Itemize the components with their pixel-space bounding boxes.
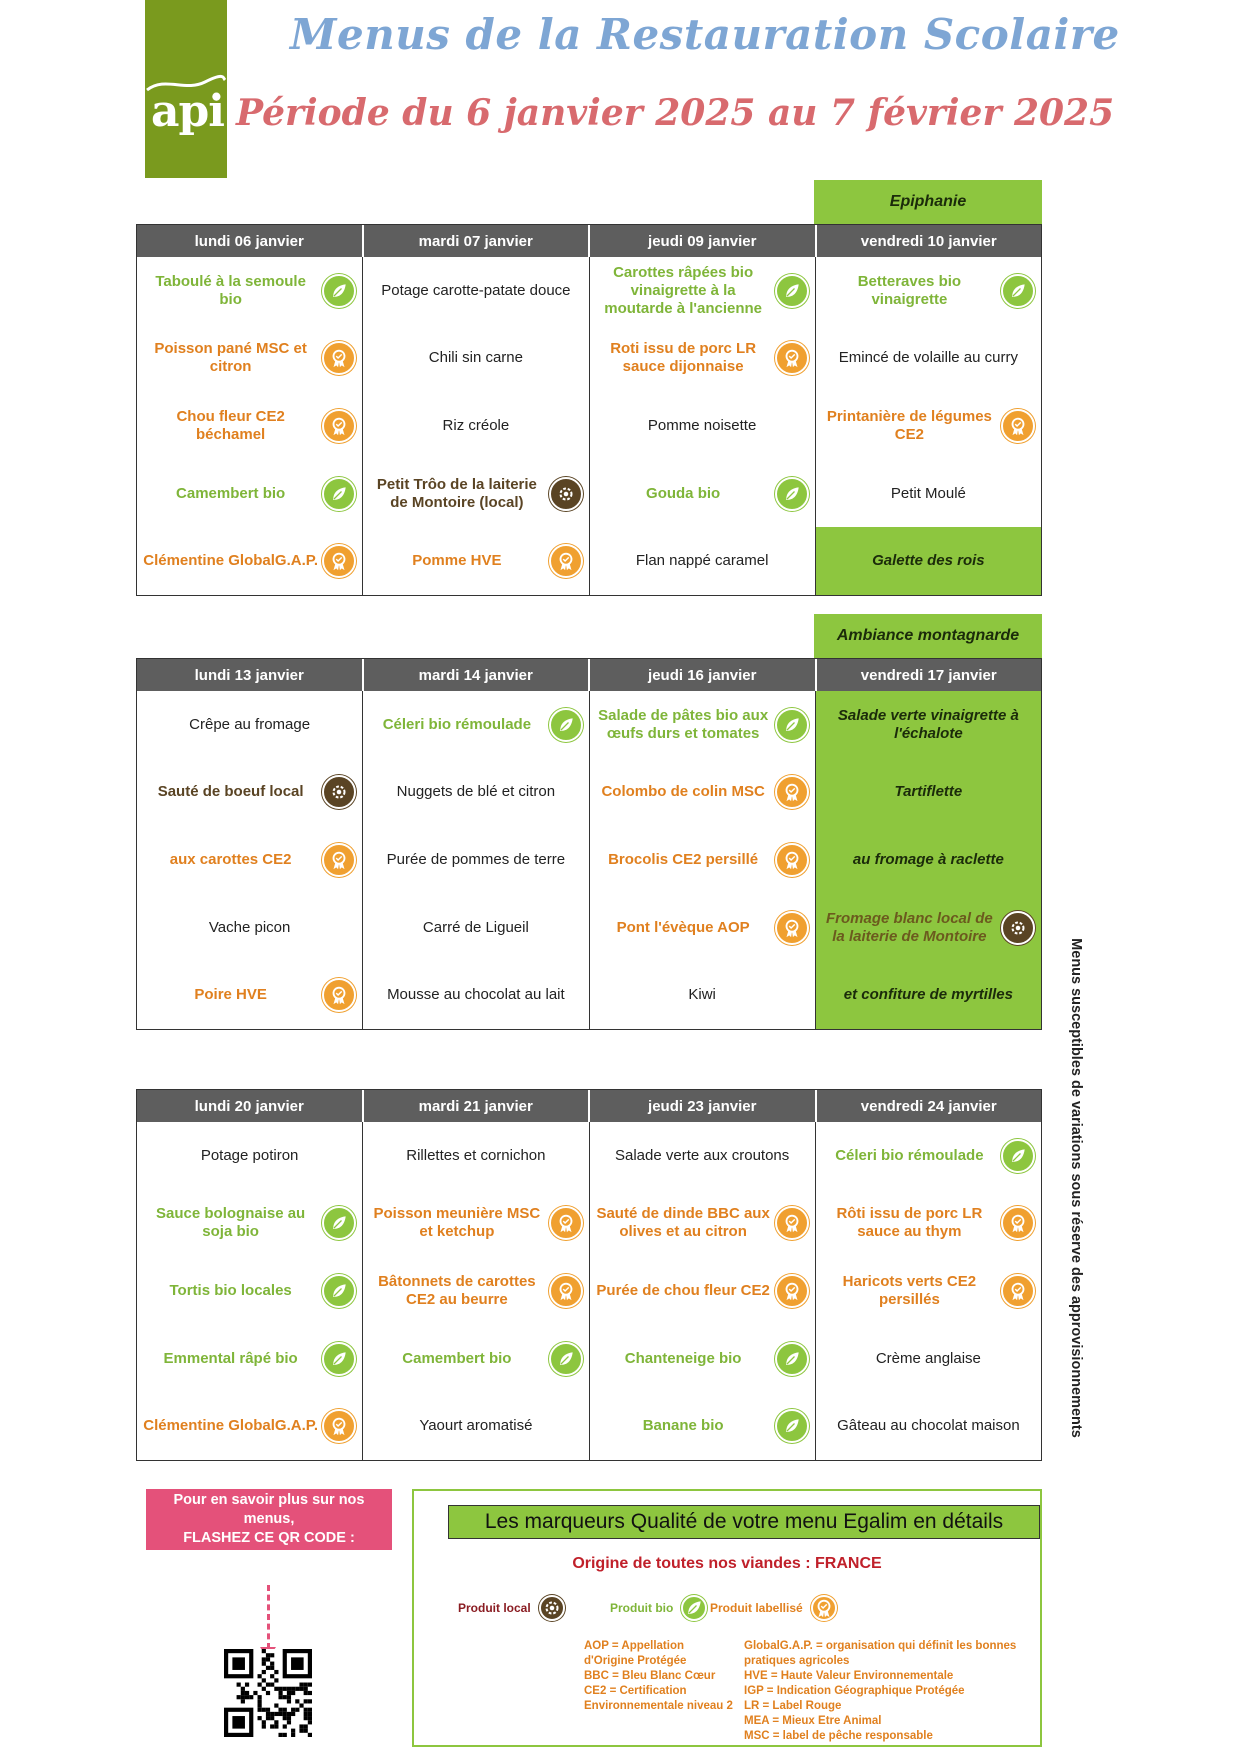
- award-rosette-icon: [322, 843, 356, 877]
- award-rosette-icon: [322, 544, 356, 578]
- award-rosette-icon: [775, 1274, 809, 1308]
- menu-item: [590, 257, 815, 325]
- leaf-icon: [775, 1342, 809, 1376]
- menu-item-text: Brocolis CE2 persillé: [608, 850, 759, 868]
- abbreviations-left: [584, 1639, 733, 1714]
- menu-item: [363, 894, 588, 962]
- week-theme: Ambiance montagnarde: [814, 614, 1042, 658]
- menu-item-text: Camembert bio: [402, 1349, 512, 1367]
- menu-item: [816, 961, 1041, 1029]
- menu-item-text: Mousse au chocolat au lait: [387, 986, 565, 1004]
- menu-item-text: Crêpe au fromage: [189, 715, 311, 733]
- abbreviations-right: [744, 1639, 1016, 1744]
- menu-item: [137, 894, 362, 962]
- award-rosette-icon: [775, 843, 809, 877]
- day-column: [590, 257, 816, 595]
- menu-item-text: au fromage à raclette: [852, 850, 1004, 868]
- legend-labelled-label: Produit labellisé: [710, 1601, 803, 1615]
- day-header: vendredi 17 janvier: [860, 666, 997, 684]
- award-rosette-icon: [322, 409, 356, 443]
- menu-item-text: Salade verte aux croutons: [614, 1146, 790, 1164]
- menu-item-text: Purée de pommes de terre: [386, 850, 566, 868]
- menu-item-text: Sauté de dinde BBC aux olives et au citron: [596, 1205, 770, 1241]
- menu-item: [363, 392, 588, 460]
- menu-item: [137, 691, 362, 759]
- legend-local-label: Produit local: [458, 1601, 531, 1615]
- menu-item: [137, 325, 362, 393]
- menu-item: [137, 1392, 362, 1460]
- menu-item: [363, 759, 588, 827]
- qr-dashed-line: [267, 1585, 270, 1649]
- menu-item-text: Rillettes et cornichon: [406, 1146, 546, 1164]
- qr-banner-line2: FLASHEZ CE QR CODE :: [183, 1530, 355, 1546]
- day-column: [137, 1122, 363, 1460]
- menu-item-text: Clémentine GlobalG.A.P.: [143, 552, 318, 570]
- menu-item-text: Riz créole: [442, 416, 510, 434]
- quality-legend: [412, 1489, 1042, 1747]
- award-rosette-icon: [322, 1409, 356, 1443]
- menu-item: [363, 460, 588, 528]
- abbreviation-line: pratiques agricoles: [744, 1655, 850, 1667]
- menu-item-text: Céleri bio rémoulade: [835, 1146, 984, 1164]
- menu-item: [816, 1190, 1041, 1258]
- table-header: [137, 1090, 1041, 1122]
- award-rosette-icon: [775, 1206, 809, 1240]
- menu-item-text: Poisson pané MSC et citron: [154, 340, 307, 376]
- menu-item: [590, 1122, 815, 1190]
- menu-item-text: Emmental râpé bio: [163, 1349, 298, 1367]
- award-rosette-icon: [322, 341, 356, 375]
- menu-item-text: Salade de pâtes bio aux œufs durs et tomates: [598, 706, 769, 742]
- day-column: [137, 257, 363, 595]
- menu-item-text: Céleri bio rémoulade: [382, 715, 532, 733]
- menu-item: [590, 691, 815, 759]
- abbreviation-line: MSC = label de pêche responsable: [744, 1730, 933, 1742]
- leaf-icon: [775, 477, 809, 511]
- day-header: mardi 07 janvier: [364, 225, 591, 257]
- day-column: [816, 691, 1041, 1029]
- menu-item-text: Tartiflette: [894, 783, 963, 801]
- day-header: jeudi 09 janvier: [590, 225, 817, 257]
- menu-item-text: Chili sin carne: [428, 349, 523, 367]
- side-note-text: Menus susceptibles de variations sous réserve des approvisionnements: [1068, 938, 1084, 1438]
- menu-item: [137, 257, 362, 325]
- legend-bio-label: Produit bio: [610, 1601, 674, 1615]
- award-rosette-icon: [1001, 409, 1035, 443]
- day-header: vendredi 24 janvier: [860, 1097, 997, 1115]
- day-column: [816, 1122, 1041, 1460]
- menu-item-text: Salade verte vinaigrette à l'échalote: [837, 706, 1019, 742]
- menu-item: [137, 1190, 362, 1258]
- abbreviation-line: GlobalG.A.P. = organisation qui définit les bonnes: [744, 1640, 1017, 1652]
- menu-item: [363, 527, 588, 595]
- day-column: [816, 257, 1041, 595]
- leaf-icon: [1001, 1139, 1035, 1173]
- day-header: jeudi 23 janvier: [590, 1090, 817, 1122]
- day-header: mardi 21 janvier: [364, 1090, 591, 1122]
- abbreviation-line: IGP = Indication Géographique Protégée: [744, 1685, 965, 1697]
- award-rosette-icon: [549, 1274, 583, 1308]
- menu-item-text: Galette des rois: [872, 552, 985, 570]
- menu-item-text: Petit Trôo de la laiterie de Montoire (local): [376, 475, 537, 511]
- logo-text: api: [151, 86, 224, 137]
- menu-item: [137, 1257, 362, 1325]
- leaf-icon: [775, 1409, 809, 1443]
- menu-item-text: Gâteau au chocolat maison: [837, 1417, 1020, 1435]
- leaf-icon: [549, 708, 583, 742]
- menu-item: [816, 392, 1041, 460]
- day-column: [363, 691, 589, 1029]
- menu-item-text: Roti issu de porc LR sauce dijonnaise: [610, 340, 757, 376]
- menu-item-text: Emincé de volaille au curry: [838, 349, 1018, 367]
- menu-item-text: et confiture de myrtilles: [843, 986, 1013, 1004]
- menu-item-text: Chou fleur CE2 béchamel: [176, 407, 285, 443]
- table-header: [137, 659, 1041, 691]
- award-rosette-icon: [549, 1206, 583, 1240]
- menu-item-text: Betteraves bio vinaigrette: [857, 272, 962, 308]
- day-header: jeudi 16 janvier: [590, 659, 817, 691]
- menu-item: [816, 325, 1041, 393]
- menu-item: [816, 1392, 1041, 1460]
- menu-item-text: Poire HVE: [194, 986, 267, 1004]
- menu-item: [590, 392, 815, 460]
- leaf-icon: [322, 1206, 356, 1240]
- menu-item-text: Crème anglaise: [875, 1349, 981, 1367]
- menu-item-text: Printanière de légumes CE2: [826, 407, 992, 443]
- menu-item-text: Banane bio: [642, 1417, 724, 1435]
- legend-title: Les marqueurs Qualité de votre menu Egalim en détails: [448, 1505, 1040, 1539]
- menu-item: [590, 1392, 815, 1460]
- abbreviation-line: Environnementale niveau 2: [584, 1700, 733, 1712]
- menu-item-text: Purée de chou fleur CE2: [596, 1281, 770, 1299]
- menu-item: [816, 257, 1041, 325]
- leaf-icon: [1001, 274, 1035, 308]
- award-rosette-icon: [549, 544, 583, 578]
- leaf-icon: [549, 1342, 583, 1376]
- menu-item-text: Vache picon: [208, 918, 291, 936]
- leaf-icon: [775, 274, 809, 308]
- abbreviation-line: CE2 = Certification: [584, 1685, 687, 1697]
- menu-item: [363, 1325, 588, 1393]
- award-rosette-icon: [1001, 1274, 1035, 1308]
- api-logo: [145, 0, 227, 178]
- day-header: vendredi 10 janvier: [860, 232, 997, 250]
- menu-item: [816, 1325, 1041, 1393]
- menu-item: [363, 961, 588, 1029]
- menu-item: [363, 1190, 588, 1258]
- menu-item: [137, 1325, 362, 1393]
- legend-bio: [610, 1595, 707, 1621]
- leaf-icon: [322, 274, 356, 308]
- menu-item: [363, 1122, 588, 1190]
- menu-item-text: aux carottes CE2: [169, 850, 292, 868]
- menu-item-text: Sauté de boeuf local: [157, 783, 304, 801]
- legend-local: [458, 1595, 565, 1621]
- menu-item-text: Rôti issu de porc LR sauce au thym: [836, 1205, 983, 1241]
- menu-item: [363, 826, 588, 894]
- menu-item: [816, 1257, 1041, 1325]
- award-rosette-icon: [775, 341, 809, 375]
- leaf-icon: [322, 477, 356, 511]
- menu-item: [590, 1257, 815, 1325]
- day-header: lundi 06 janvier: [137, 225, 364, 257]
- menu-item-text: Poisson meunière MSC et ketchup: [373, 1205, 541, 1241]
- day-header: lundi 13 janvier: [137, 659, 364, 691]
- meat-origin: Origine de toutes nos viandes : FRANCE: [572, 1555, 882, 1572]
- menu-item: [590, 1190, 815, 1258]
- side-note: [1060, 918, 1084, 1458]
- menu-item: [137, 527, 362, 595]
- menu-item-text: Chanteneige bio: [624, 1349, 742, 1367]
- menu-item-text: Clémentine GlobalG.A.P.: [143, 1417, 318, 1435]
- menu-item-text: Pomme HVE: [412, 552, 502, 570]
- qr-banner: [146, 1489, 392, 1550]
- menu-item-text: Tortis bio locales: [169, 1281, 292, 1299]
- menu-table: [136, 224, 1042, 596]
- menu-item: [363, 1392, 588, 1460]
- day-header: mardi 14 janvier: [364, 659, 591, 691]
- menu-item: [137, 1122, 362, 1190]
- menu-table: [136, 1089, 1042, 1461]
- qr-section: [146, 1489, 392, 1550]
- abbreviation-line: HVE = Haute Valeur Environnementale: [744, 1670, 954, 1682]
- local-product-icon: [539, 1595, 565, 1621]
- award-rosette-icon: [775, 775, 809, 809]
- menu-item: [590, 527, 815, 595]
- menu-item-text: Taboulé à la semoule bio: [155, 272, 306, 308]
- menu-item-text: Potage carotte-patate douce: [381, 281, 571, 299]
- local-sun-icon: [322, 775, 356, 809]
- menu-item: [590, 826, 815, 894]
- day-column: [363, 257, 589, 595]
- menu-item: [816, 460, 1041, 528]
- menu-item-text: Pont l'évèque AOP: [616, 918, 750, 936]
- menu-item: [590, 1325, 815, 1393]
- legend-labelled: [710, 1595, 837, 1621]
- menu-item: [137, 961, 362, 1029]
- menu-item-text: Nuggets de blé et citron: [396, 783, 556, 801]
- local-sun-icon: [1001, 911, 1035, 945]
- menu-item: [137, 759, 362, 827]
- local-sun-icon: [549, 477, 583, 511]
- menu-item: [137, 460, 362, 528]
- award-rosette-icon: [322, 978, 356, 1012]
- week-theme: Epiphanie: [814, 180, 1042, 224]
- day-column: [590, 1122, 816, 1460]
- abbreviation-line: d'Origine Protégée: [584, 1655, 687, 1667]
- leaf-icon: [322, 1342, 356, 1376]
- abbreviation-line: AOP = Appellation: [584, 1640, 685, 1652]
- abbreviation-line: MEA = Mieux Etre Animal: [744, 1715, 882, 1727]
- day-header: lundi 20 janvier: [137, 1090, 364, 1122]
- menu-item: [816, 691, 1041, 759]
- menu-item: [590, 325, 815, 393]
- menu-item-text: Sauce bolognaise au soja bio: [156, 1205, 306, 1241]
- menu-item: [816, 826, 1041, 894]
- menu-table: [136, 658, 1042, 1030]
- menu-item: [816, 1122, 1041, 1190]
- menu-item-text: Haricots verts CE2 persillés: [842, 1272, 977, 1308]
- bio-product-icon: [681, 1595, 707, 1621]
- menu-item-text: Potage potiron: [200, 1146, 299, 1164]
- menu-item-text: Yaourt aromatisé: [419, 1417, 533, 1435]
- menu-item: [363, 691, 588, 759]
- menu-item-text: Flan nappé caramel: [635, 552, 769, 570]
- menu-item-text: Pomme noisette: [647, 416, 757, 434]
- period-subtitle: Période du 6 janvier 2025 au 7 février 2025: [236, 92, 1115, 134]
- menu-item-text: Camembert bio: [176, 484, 286, 502]
- qr-banner-line1: Pour en savoir plus sur nos menus,: [173, 1492, 365, 1527]
- page-title: Menus de la Restauration Scolaire: [290, 10, 1120, 59]
- menu-item-text: Kiwi: [688, 986, 716, 1004]
- qr-code-icon[interactable]: [224, 1649, 312, 1737]
- menu-item-text: Gouda bio: [646, 484, 721, 502]
- labelled-product-icon: [811, 1595, 837, 1621]
- award-rosette-icon: [1001, 1206, 1035, 1240]
- day-column: [590, 691, 816, 1029]
- menu-item: [137, 826, 362, 894]
- menu-item: [363, 325, 588, 393]
- menu-item: [363, 1257, 588, 1325]
- menu-item: [137, 392, 362, 460]
- menu-item: [816, 894, 1041, 962]
- day-column: [137, 691, 363, 1029]
- menu-item: [590, 460, 815, 528]
- menu-item-text: Fromage blanc local de la laiterie de Montoire: [826, 909, 993, 945]
- menu-item: [590, 961, 815, 1029]
- leaf-icon: [775, 708, 809, 742]
- menu-item: [590, 759, 815, 827]
- menu-item-text: Colombo de colin MSC: [601, 783, 765, 801]
- table-header: [137, 225, 1041, 257]
- menu-item: [816, 759, 1041, 827]
- day-column: [363, 1122, 589, 1460]
- menu-item-text: Bâtonnets de carottes CE2 au beurre: [378, 1272, 536, 1308]
- menu-item-text: Carottes râpées bio vinaigrette à la moutarde à l'ancienne: [604, 263, 763, 317]
- menu-item-text: Carré de Ligueil: [422, 918, 529, 936]
- abbreviation-line: LR = Label Rouge: [744, 1700, 842, 1712]
- menu-item-text: Petit Moulé: [890, 484, 966, 502]
- abbreviation-line: BBC = Bleu Blanc Cœur: [584, 1670, 716, 1682]
- award-rosette-icon: [775, 911, 809, 945]
- menu-item: [363, 257, 588, 325]
- leaf-icon: [322, 1274, 356, 1308]
- menu-item: [590, 894, 815, 962]
- menu-item: [816, 527, 1041, 595]
